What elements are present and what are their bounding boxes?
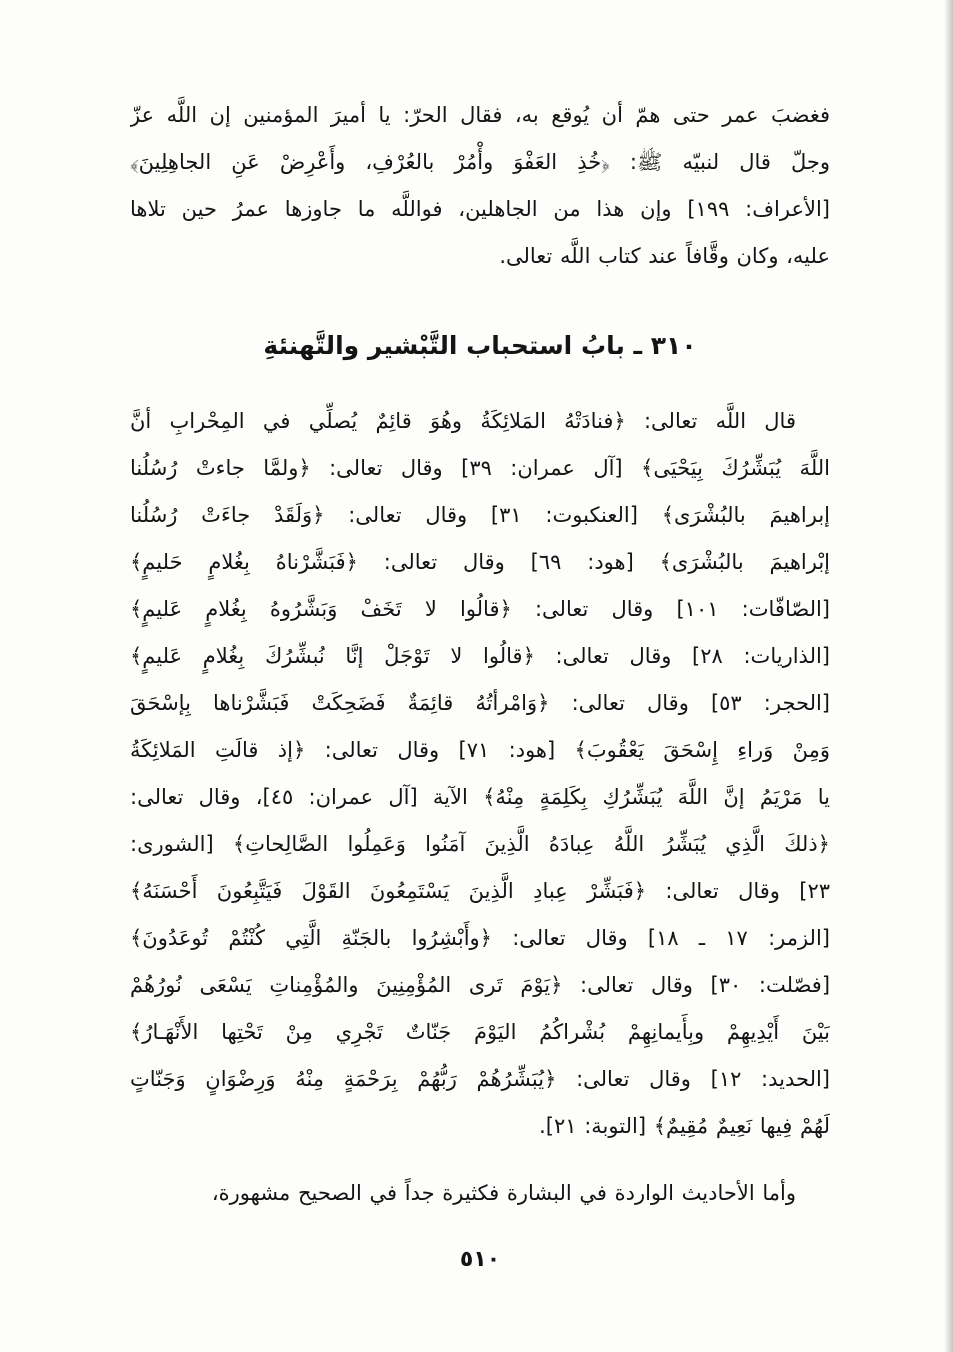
text-line: فغضبَ عمر حتى همّ أن يُوقع به، فقال الحرّ: يا أميرَ المؤمنين إن اللَّه عزّ bbox=[130, 103, 830, 127]
text-line: وجلّ قال لنبيّه ﷺ: ﴿خُذِ العَفْوَ وأْمُرْ بالعُرْفِ، وأَعْرِضْ عَنِ الجاهِلِينَ﴾ bbox=[130, 150, 830, 174]
text-line: ﴿ذلكَ الَّذِي يُبَشِّرُ اللَّهُ عِبادَهُ الَّذِينَ آمَنُوا وَعَمِلُوا الصَّالِحاتِ﴾ [الشورى: bbox=[130, 832, 830, 856]
text-line: إبْراهيمَ بالبُشْرَى﴾ [هود: ٦٩] وقال تعالى: ﴿فَبَشَّرْناهُ بِغُلامٍ حَليمٍ﴾ bbox=[130, 550, 830, 574]
text-line: [الذاريات: ٢٨] وقال تعالى: ﴿قالُوا لا تَوْجَلْ إنَّا نُبشِّرُكَ بِغُلامٍ عَليمٍ﴾ bbox=[130, 644, 830, 668]
text-line: قال اللَّه تعالى: ﴿فنادَتْهُ المَلائِكَةُ وهُوَ قائِمٌ يُصلِّي في المِحْرابِ أنَّ bbox=[130, 409, 796, 433]
text-line: ٢٣] وقال تعالى: ﴿فَبَشِّرْ عِبادِ الَّذِينَ يَسْتَمِعُونَ القَوْلَ فَيَتَّبِعُونَ أَحْسَنَهُ﴾ bbox=[130, 879, 830, 903]
text-line: [الأعراف: ١٩٩] وإن هذا من الجاهلين، فواللَّه ما جاوزها عمرُ حين تلاها bbox=[130, 197, 830, 221]
text-line: عليه، وكان وقَّافاً عند كتاب اللَّه تعالى. bbox=[499, 244, 830, 268]
text-line: [الصّافّات: ١٠١] وقال تعالى: ﴿قالُوا لا تَخَفْ وَبَشَّرُوهُ بِغُلامٍ عَليمٍ﴾ bbox=[130, 597, 830, 621]
chapter-heading: ٣١٠ ـ بابُ استحباب التَّبْشير والتَّهنئةِ bbox=[263, 331, 697, 360]
text-line: لَهُمْ فِيها نَعِيمٌ مُقِيمٌ﴾ [التوبة: ٢١]. bbox=[539, 1114, 830, 1138]
scan-edge-shadow bbox=[944, 0, 953, 1352]
text-column bbox=[130, 92, 830, 1275]
text-line: إبراهيمَ بالبُشْرَى﴾ [العنكبوت: ٣١] وقال تعالى: ﴿وَلَقَدْ جاءَتْ رُسُلُنا bbox=[130, 503, 830, 527]
text-line: وَمِنْ وَراءِ إِسْحَقَ يَعْقُوبَ﴾ [هود: ٧١] وقال تعالى: ﴿إذ قالَتِ المَلائِكَةُ bbox=[130, 738, 830, 762]
text-line: [الحديد: ١٢] وقال تعالى: ﴿يُبَشِّرُهُمْ رَبُّهُمْ بِرَحْمَةٍ مِنْهُ وَرِضْوَانٍ وَجَنّاتٍ bbox=[130, 1067, 830, 1091]
text-line: يا مَرْيَمُ إنَّ اللَّهَ يُبَشِّرُكِ بِكَلِمَةٍ مِنْهُ﴾ الآية [آل عمران: ٤٥]، وقال تعالى: bbox=[130, 785, 830, 809]
text-line: اللَّهَ يُبَشِّرُكَ بِيَحْيَى﴾ [آل عمران: ٣٩] وقال تعالى: ﴿ولمَّا جاءتْ رُسُلُنا bbox=[130, 456, 830, 480]
text-line: بَيْنَ أَيْدِيهِمْ وبِأَيمانِهِمْ بُشْراكُمُ اليَوْمَ جَنّاتٌ تَجْرِي مِنْ تَحْتِها الأَنْهَـارُ﴾ bbox=[130, 1020, 830, 1044]
text-line: [الحجر: ٥٣] وقال تعالى: ﴿وَامْرأتُهُ قائِمَةٌ فَضَحِكَتْ فَبَشَّرْناها بِإسْحَقَ bbox=[130, 691, 830, 715]
text-line: [فصّلت: ٣٠] وقال تعالى: ﴿يَوْمَ تَرى المُؤْمِنِينَ والمُؤْمِناتِ يَسْعَى نُورُهُمْ bbox=[130, 973, 830, 997]
closing-paragraph bbox=[130, 1170, 830, 1217]
page-number: ٥١٠ bbox=[459, 1247, 501, 1272]
text-line: [الزمر: ١٧ ـ ١٨] وقال تعالى: ﴿وأَبْشِرُوا بالجَنّةِ الَّتِي كُنْتُمْ تُوعَدُونَ﴾ bbox=[130, 926, 830, 950]
intro-paragraph bbox=[130, 92, 830, 280]
quran-citations-paragraph bbox=[130, 398, 830, 1150]
text-line: وأما الأحاديث الواردة في البشارة فكثيرة جداً في الصحيح مشهورة، bbox=[211, 1181, 796, 1205]
